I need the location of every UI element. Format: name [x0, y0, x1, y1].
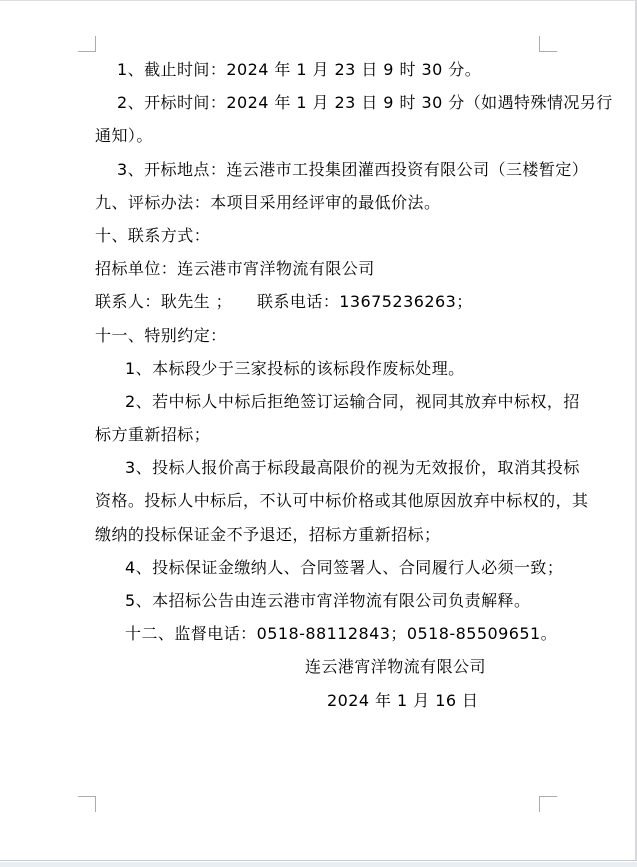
text-line: 3、投标人报价高于标段最高限价的视为无效报价，取消其投标 — [125, 458, 580, 478]
text-line: 3、开标地点：连云港市工投集团灌西投资有限公司（三楼暂定） — [117, 159, 589, 179]
text-line: 招标单位：连云港市宵洋物流有限公司 — [95, 259, 375, 279]
text-line: 十一、特别约定： — [95, 325, 227, 345]
text-line: 标方重新招标； — [95, 425, 211, 445]
text-line: 2024 年 1 月 16 日 — [327, 690, 479, 710]
page-gap — [0, 862, 637, 867]
text-line: 联系人：耿先生 ； 联系电话：13675236263； — [95, 292, 473, 312]
document-body — [95, 53, 613, 717]
text-line: 1、截止时间：2024 年 1 月 23 日 9 时 30 分。 — [117, 60, 482, 79]
text-line: 缴纳的投标保证金不予退还，招标方重新招标； — [95, 524, 441, 544]
text-line: 十二、监督电话：0518-88112843；0518-85509651。 — [125, 624, 558, 644]
text-line: 连云港宵洋物流有限公司 — [305, 657, 486, 677]
margin-crop-mark-top-right-icon — [539, 36, 557, 52]
text-line: 2、若中标人中标后拒绝签订运输合同，视同其放弃中标权，招 — [125, 391, 580, 411]
text-line: 通知）。 — [95, 126, 153, 146]
margin-crop-mark-bottom-right-icon — [539, 796, 557, 812]
margin-crop-mark-top-left-icon — [78, 36, 96, 52]
text-line: 十、联系方式： — [95, 225, 211, 245]
text-line: 4、投标保证金缴纳人、合同签署人、合同履行人必须一致； — [125, 557, 564, 577]
text-line: 资格。投标人中标后，不认可中标价格或其他原因放弃中标权的，其 — [95, 491, 589, 511]
text-line: 九、评标办法：本项目采用经评审的最低价法。 — [95, 192, 441, 212]
text-line: 5、本招标公告由连云港市宵洋物流有限公司负责解释。 — [125, 591, 531, 610]
text-line: 1、本标段少于三家投标的该标段作废标处理。 — [125, 358, 465, 378]
text-line: 2、开标时间：2024 年 1 月 23 日 9 时 30 分（如遇特殊情况另行 — [117, 93, 613, 113]
margin-crop-mark-bottom-left-icon — [78, 796, 96, 812]
